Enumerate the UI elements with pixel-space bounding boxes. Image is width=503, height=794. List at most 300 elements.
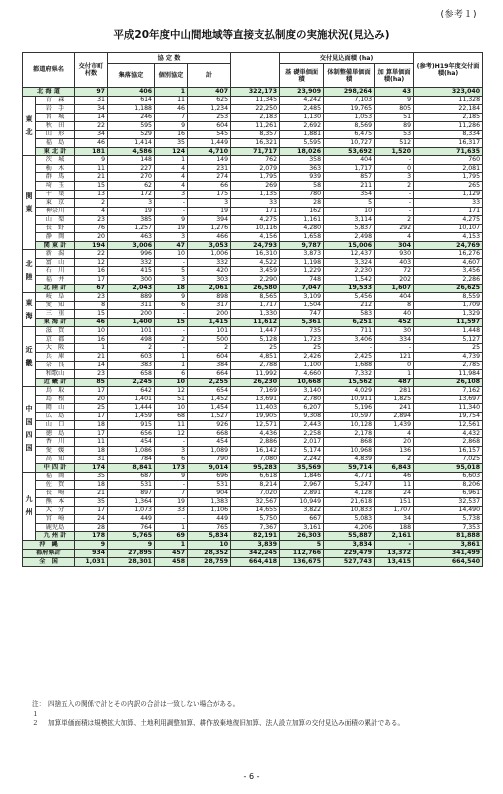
- table-cell: 270: [108, 173, 155, 182]
- table-cell: 784: [108, 455, 155, 464]
- table-cell: 5,765: [108, 532, 155, 541]
- table-cell: 18: [155, 284, 188, 293]
- table-cell: 35,569: [280, 464, 324, 473]
- prefecture-name: 神奈川: [36, 207, 75, 216]
- table-cell: 3,459: [231, 267, 280, 276]
- prefecture-name: 長 野: [36, 224, 75, 233]
- table-cell: 2,017: [280, 438, 324, 447]
- table-cell: 5,128: [231, 335, 280, 344]
- region-label: 東 海: [23, 293, 36, 327]
- table-cell: 1,439: [375, 421, 414, 430]
- table-cell: 664: [188, 370, 231, 379]
- table-cell: 4,607: [414, 258, 483, 267]
- note-text: 加算単価面積は規模拡大加算、土地利用調整加算、耕作放棄地復旧加算、法人設立加算の交付見込み面積の累計である。: [48, 719, 405, 728]
- table-cell: 512: [375, 139, 414, 148]
- table-cell: 253: [188, 113, 231, 122]
- prefecture-name: 岐 阜: [36, 293, 75, 302]
- table-cell: 23: [75, 216, 108, 225]
- region-label: 近 畿: [23, 327, 36, 387]
- subtotal-row: [23, 88, 483, 97]
- col-sum-head: [231, 53, 280, 88]
- table-row: [23, 301, 483, 310]
- table-cell: 12: [75, 258, 108, 267]
- table-cell: 3,861: [414, 540, 483, 549]
- table-cell: -: [375, 156, 414, 165]
- table-cell: 11,612: [231, 318, 280, 327]
- table-cell: 4,432: [414, 429, 483, 438]
- table-cell: 1,881: [280, 130, 324, 139]
- page-number: - 6 -: [243, 772, 260, 781]
- table-row: [23, 361, 483, 370]
- table-cell: 404: [324, 156, 375, 165]
- table-cell: 1,414: [108, 139, 155, 148]
- table-cell: 1,795: [231, 173, 280, 182]
- prefecture-name: 鹿児島: [36, 523, 75, 532]
- table-cell: 529: [108, 130, 155, 139]
- table-cell: 898: [188, 293, 231, 302]
- table-cell: 3: [155, 233, 188, 242]
- table-cell: 28,759: [188, 558, 231, 567]
- table-cell: 10: [75, 327, 108, 336]
- table-cell: 790: [188, 455, 231, 464]
- table-cell: -: [155, 344, 188, 353]
- table-cell: 1,006: [188, 250, 231, 259]
- table-cell: 4: [75, 207, 108, 216]
- table-cell: 10,833: [324, 506, 375, 515]
- total-row: [23, 558, 483, 567]
- table-cell: 10,727: [324, 139, 375, 148]
- prefecture-name: 長 崎: [36, 489, 75, 498]
- table-cell: 202: [375, 276, 414, 285]
- table-cell: 22,250: [231, 105, 280, 114]
- table-cell: 457: [155, 549, 188, 558]
- table-cell: 1,073: [108, 506, 155, 515]
- table-cell: 136,675: [280, 558, 324, 567]
- table-cell: 2: [188, 344, 231, 353]
- table-cell: 939: [280, 173, 324, 182]
- table-cell: 23: [75, 293, 108, 302]
- table-cell: 11: [155, 421, 188, 430]
- table-cell: 21,618: [324, 498, 375, 507]
- table-cell: 24: [75, 515, 108, 524]
- table-cell: 19,905: [231, 412, 280, 421]
- table-cell: 13: [75, 190, 108, 199]
- table-cell: -: [375, 540, 414, 549]
- table-cell: 121: [375, 352, 414, 361]
- table-cell: -: [155, 258, 188, 267]
- table-cell: 269: [231, 182, 280, 191]
- table-cell: 334: [375, 335, 414, 344]
- table-row: [23, 190, 483, 199]
- table-cell: 8,206: [414, 481, 483, 490]
- prefecture-name: 佐 賀: [36, 481, 75, 490]
- table-cell: 5,174: [280, 446, 324, 455]
- table-cell: 5,595: [280, 139, 324, 148]
- table-cell: 46: [375, 472, 414, 481]
- prefecture-name: 京 都: [36, 335, 75, 344]
- table-cell: 8: [75, 301, 108, 310]
- table-cell: 9: [75, 540, 108, 549]
- table-cell: 6,251: [324, 318, 375, 327]
- table-cell: 604: [188, 122, 231, 131]
- table-cell: 241: [375, 404, 414, 413]
- prefecture-name: 山 形: [36, 130, 75, 139]
- table-cell: 10,128: [324, 421, 375, 430]
- table-cell: 15: [155, 318, 188, 327]
- implementation-table-wrapper: [22, 52, 482, 567]
- subtotal-row: [23, 284, 483, 293]
- page-title: 平成20年度中山間地域等直接支払制度の実施状況(見込み): [113, 29, 390, 41]
- subtotal-name: 九 州 計: [36, 532, 75, 541]
- table-cell: 1,100: [280, 361, 324, 370]
- prefecture-name: 群 馬: [36, 173, 75, 182]
- table-cell: 174: [75, 464, 108, 473]
- table-row: [23, 352, 483, 361]
- table-row: [23, 421, 483, 430]
- table-cell: 188: [375, 523, 414, 532]
- table-cell: 404: [375, 293, 414, 302]
- table-row: [23, 429, 483, 438]
- table-cell: 59,714: [324, 464, 375, 473]
- table-cell: 1,130: [280, 113, 324, 122]
- table-cell: 1,447: [231, 327, 280, 336]
- table-cell: 30: [375, 327, 414, 336]
- table-cell: 265: [414, 182, 483, 191]
- table-cell: 7,080: [231, 455, 280, 464]
- prefecture-name: 大 分: [36, 506, 75, 515]
- table-cell: 765: [188, 523, 231, 532]
- table-cell: 3: [155, 190, 188, 199]
- total-name: 都府県計: [23, 549, 75, 558]
- table-cell: 760: [414, 156, 483, 165]
- subtotal-row: [23, 540, 483, 549]
- table-cell: 11: [75, 438, 108, 447]
- table-cell: 1,688: [324, 361, 375, 370]
- table-cell: 4,586: [108, 147, 155, 156]
- table-cell: 16,317: [414, 139, 483, 148]
- table-cell: 2,178: [324, 429, 375, 438]
- table-cell: 531: [188, 481, 231, 490]
- table-cell: 1,459: [108, 412, 155, 421]
- table-cell: 1,257: [108, 224, 155, 233]
- table-cell: 281: [375, 387, 414, 396]
- table-cell: 2,485: [280, 105, 324, 114]
- table-cell: 1,520: [375, 147, 414, 156]
- table-row: [23, 96, 483, 105]
- table-cell: 101: [188, 327, 231, 336]
- table-cell: 323,040: [414, 88, 483, 97]
- table-cell: 26,108: [414, 378, 483, 387]
- table-cell: 211: [324, 182, 375, 191]
- table-cell: 8,214: [231, 481, 280, 490]
- table-cell: 487: [375, 378, 414, 387]
- table-cell: 20: [75, 395, 108, 404]
- table-cell: 658: [108, 370, 155, 379]
- table-cell: 1,444: [108, 404, 155, 413]
- table-cell: 322,173: [231, 88, 280, 97]
- table-cell: 762: [231, 156, 280, 165]
- table-row: [23, 113, 483, 122]
- table-cell: 7,332: [324, 370, 375, 379]
- table-cell: 311: [108, 301, 155, 310]
- table-cell: 46: [155, 105, 188, 114]
- table-cell: 3,109: [280, 293, 324, 302]
- table-cell: 2,425: [324, 352, 375, 361]
- table-cell: 25: [75, 404, 108, 413]
- table-row: [23, 438, 483, 447]
- subtotal-name: 東 北 計: [36, 147, 75, 156]
- table-row: [23, 344, 483, 353]
- table-cell: 4,206: [324, 523, 375, 532]
- table-cell: 18: [75, 481, 108, 490]
- table-cell: 171: [414, 207, 483, 216]
- table-cell: 857: [324, 173, 375, 182]
- region-label: 北 陸: [23, 250, 36, 293]
- table-cell: 227: [108, 164, 155, 173]
- table-cell: 16,157: [414, 446, 483, 455]
- table-cell: 2,061: [188, 284, 231, 293]
- table-cell: 583: [324, 310, 375, 319]
- table-cell: 18,026: [280, 147, 324, 156]
- table-cell: 21: [75, 173, 108, 182]
- table-cell: 454: [188, 438, 231, 447]
- table-cell: 112,766: [280, 549, 324, 558]
- table-row: [23, 164, 483, 173]
- table-cell: 2: [75, 199, 108, 208]
- total-row: [23, 549, 483, 558]
- table-cell: 2,886: [231, 438, 280, 447]
- table-cell: 458: [155, 558, 188, 567]
- table-cell: 1,400: [108, 318, 155, 327]
- table-cell: 19: [155, 224, 188, 233]
- prefecture-name: 徳 島: [36, 429, 75, 438]
- table-cell: 16,142: [231, 446, 280, 455]
- table-cell: 4: [155, 164, 188, 173]
- table-cell: 51: [155, 395, 188, 404]
- table-cell: 3,006: [108, 241, 155, 250]
- table-cell: 11,261: [231, 122, 280, 131]
- table-cell: 1: [155, 352, 188, 361]
- table-cell: 25: [231, 344, 280, 353]
- table-cell: 1,086: [108, 446, 155, 455]
- table-row: [23, 216, 483, 225]
- table-row: [23, 130, 483, 139]
- table-cell: 363: [280, 164, 324, 173]
- note-mark: 注：１: [32, 700, 46, 718]
- table-cell: 11: [155, 96, 188, 105]
- table-cell: 2,780: [280, 395, 324, 404]
- table-cell: 95,018: [414, 464, 483, 473]
- table-cell: 3,406: [324, 335, 375, 344]
- table-cell: 292: [375, 224, 414, 233]
- table-cell: 2: [155, 335, 188, 344]
- table-cell: 26,303: [280, 532, 324, 541]
- table-cell: 274: [188, 173, 231, 182]
- total-name: 全 国: [23, 558, 75, 567]
- table-cell: 71,635: [414, 147, 483, 156]
- table-cell: 14,655: [231, 506, 280, 515]
- table-cell: 10,597: [324, 412, 375, 421]
- table-cell: 6,961: [414, 489, 483, 498]
- table-cell: 1,504: [280, 301, 324, 310]
- table-cell: 545: [188, 130, 231, 139]
- table-cell: 53: [375, 130, 414, 139]
- prefecture-name: 秋 田: [36, 122, 75, 131]
- table-cell: 696: [188, 472, 231, 481]
- table-cell: 10,968: [324, 446, 375, 455]
- footnotes: [32, 700, 482, 729]
- table-cell: 4: [375, 233, 414, 242]
- table-row: [23, 446, 483, 455]
- table-cell: 15,562: [324, 378, 375, 387]
- table-cell: 780: [280, 190, 324, 199]
- table-cell: 298,264: [324, 88, 375, 97]
- table-cell: 383: [108, 361, 155, 370]
- table-cell: 764: [108, 523, 155, 532]
- prefecture-name: 熊 本: [36, 498, 75, 507]
- table-cell: 4,851: [231, 352, 280, 361]
- table-cell: 95,283: [231, 464, 280, 473]
- table-cell: -: [375, 344, 414, 353]
- table-cell: 7,367: [231, 523, 280, 532]
- table-cell: 4,280: [280, 224, 324, 233]
- table-cell: 332: [108, 258, 155, 267]
- table-cell: 996: [108, 250, 155, 259]
- table-cell: 68: [155, 412, 188, 421]
- table-cell: 3: [155, 446, 188, 455]
- table-cell: 449: [108, 515, 155, 524]
- prefecture-name: 静 岡: [36, 233, 75, 242]
- table-cell: 19: [108, 207, 155, 216]
- table-cell: 747: [280, 310, 324, 319]
- table-cell: 358: [280, 156, 324, 165]
- region-label: 九 州: [23, 472, 36, 540]
- table-cell: 21: [75, 352, 108, 361]
- table-cell: 18: [75, 446, 108, 455]
- table-cell: -: [375, 190, 414, 199]
- table-cell: -: [324, 344, 375, 353]
- prefecture-name: 高 知: [36, 455, 75, 464]
- table-cell: 341,499: [414, 549, 483, 558]
- subtotal-name: 東 海 計: [36, 318, 75, 327]
- table-cell: 1: [155, 88, 188, 97]
- table-cell: 26,230: [231, 378, 280, 387]
- table-cell: 8,559: [414, 293, 483, 302]
- prefecture-name: 山 口: [36, 421, 75, 430]
- table-cell: 1,717: [324, 164, 375, 173]
- note-line: [32, 700, 482, 719]
- table-cell: 9,787: [280, 241, 324, 250]
- table-cell: 915: [108, 421, 155, 430]
- table-cell: 1: [155, 361, 188, 370]
- prefecture-name: 青 森: [36, 96, 75, 105]
- table-row: [23, 199, 483, 208]
- table-cell: 35: [155, 139, 188, 148]
- table-cell: 16: [75, 335, 108, 344]
- table-cell: 9,014: [188, 464, 231, 473]
- table-cell: 8,569: [324, 122, 375, 131]
- prefecture-name: 大 阪: [36, 344, 75, 353]
- table-cell: 1,452: [188, 395, 231, 404]
- table-cell: 34: [75, 130, 108, 139]
- prefecture-name: 鳥 取: [36, 387, 75, 396]
- table-cell: 463: [108, 233, 155, 242]
- prefecture-name: 新 潟: [36, 250, 75, 259]
- subtotal-name: 中 四 計: [36, 464, 75, 473]
- table-cell: 4,660: [280, 370, 324, 379]
- table-cell: 2,891: [280, 489, 324, 498]
- table-cell: 332: [188, 258, 231, 267]
- table-cell: 10: [188, 540, 231, 549]
- subtotal-name: 北 陸 計: [36, 284, 75, 293]
- table-cell: 5: [280, 540, 324, 549]
- table-row: [23, 276, 483, 285]
- table-cell: 31: [75, 96, 108, 105]
- table-cell: 6,207: [280, 404, 324, 413]
- table-cell: 9: [155, 472, 188, 481]
- table-cell: 13,415: [375, 558, 414, 567]
- table-cell: 7: [155, 113, 188, 122]
- table-row: [23, 481, 483, 490]
- table-cell: 10,949: [280, 498, 324, 507]
- table-cell: 8,565: [231, 293, 280, 302]
- table-row: [23, 233, 483, 242]
- table-cell: 664,418: [231, 558, 280, 567]
- table-cell: 4,710: [188, 147, 231, 156]
- table-cell: 46: [75, 139, 108, 148]
- table-cell: 27,895: [108, 549, 155, 558]
- table-cell: 18: [75, 421, 108, 430]
- table-cell: 3,456: [414, 267, 483, 276]
- table-cell: 9: [108, 540, 155, 549]
- table-cell: 2,242: [280, 455, 324, 464]
- table-cell: 930: [375, 250, 414, 259]
- table-cell: 11,403: [231, 404, 280, 413]
- table-cell: 25: [280, 344, 324, 353]
- prefecture-name: 山 梨: [36, 216, 75, 225]
- table-cell: 20: [375, 438, 414, 447]
- table-cell: 10,116: [231, 224, 280, 233]
- table-cell: 1,188: [108, 105, 155, 114]
- table-cell: 2,692: [280, 122, 324, 131]
- table-cell: 7,162: [414, 387, 483, 396]
- subtotal-name: 関 東 計: [36, 241, 75, 250]
- prefecture-name: 滋 賀: [36, 327, 75, 336]
- prefecture-name: 茨 城: [36, 156, 75, 165]
- table-cell: -: [155, 199, 188, 208]
- table-cell: 17: [75, 276, 108, 285]
- table-cell: 11,328: [414, 96, 483, 105]
- col-system: 体制整備単価面積: [324, 64, 375, 88]
- subtotal-row: [23, 147, 483, 156]
- table-row: [23, 387, 483, 396]
- table-cell: 3,114: [324, 216, 375, 225]
- table-cell: 136: [375, 446, 414, 455]
- table-cell: 12: [155, 429, 188, 438]
- table-cell: 2,967: [280, 481, 324, 490]
- table-cell: 43: [375, 88, 414, 97]
- table-cell: 452: [375, 318, 414, 327]
- table-cell: 194: [75, 241, 108, 250]
- table-cell: 9: [75, 156, 108, 165]
- table-cell: 2,258: [280, 429, 324, 438]
- table-cell: 342,245: [231, 549, 280, 558]
- region-label: 関 東: [23, 156, 36, 250]
- table-cell: 34: [75, 105, 108, 114]
- table-cell: 34: [375, 515, 414, 524]
- table-row: [23, 310, 483, 319]
- table-cell: 934: [75, 549, 108, 558]
